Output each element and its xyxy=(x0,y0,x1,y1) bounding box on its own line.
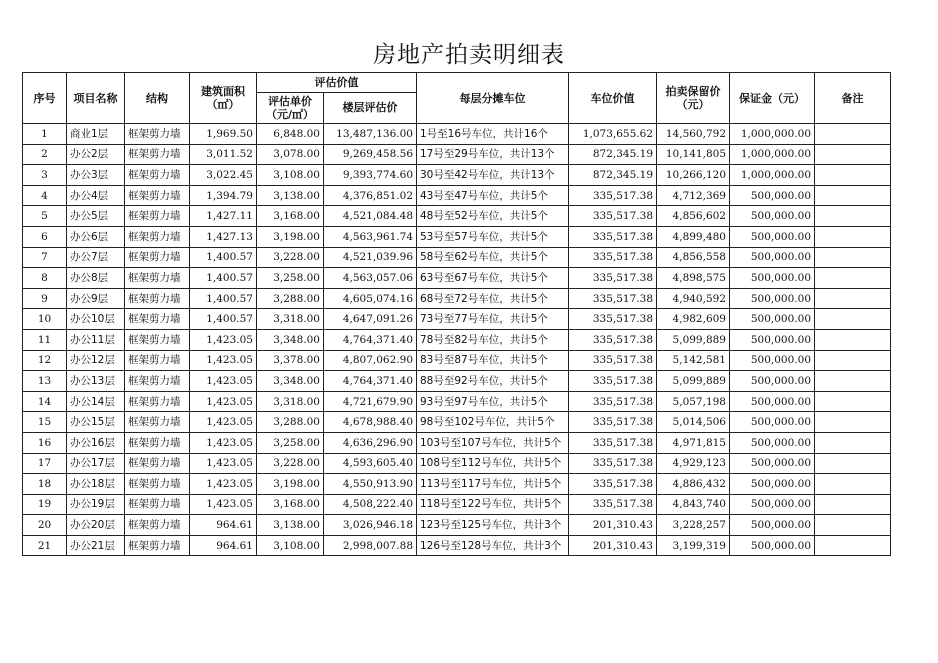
cell-index: 5 xyxy=(23,206,67,227)
cell-deposit: 1,000,000.00 xyxy=(730,165,815,186)
cell-structure: 框架剪力墙 xyxy=(125,247,190,268)
table-row xyxy=(23,309,891,330)
cell-floor-value: 4,563,961.74 xyxy=(324,226,417,247)
cell-floor-value: 4,647,091.26 xyxy=(324,309,417,330)
cell-project: 办公11层 xyxy=(67,329,125,350)
table-row xyxy=(23,412,891,433)
header-row xyxy=(23,73,891,93)
cell-index: 17 xyxy=(23,453,67,474)
cell-parking: 108号至112号车位，共计5个 xyxy=(417,453,569,474)
cell-unit-price: 3,138.00 xyxy=(257,185,324,206)
cell-floor-value: 3,026,946.18 xyxy=(324,515,417,536)
cell-remark xyxy=(815,432,891,453)
table-row xyxy=(23,226,891,247)
cell-parking-value: 872,345.19 xyxy=(569,165,657,186)
header-index: 序号 xyxy=(23,73,67,124)
cell-parking-value: 335,517.38 xyxy=(569,185,657,206)
cell-parking-value: 335,517.38 xyxy=(569,206,657,227)
cell-structure: 框架剪力墙 xyxy=(125,494,190,515)
cell-area: 1,423.05 xyxy=(190,329,257,350)
cell-parking-value: 872,345.19 xyxy=(569,144,657,165)
cell-reserve: 5,014,506 xyxy=(657,412,730,433)
cell-reserve: 4,982,609 xyxy=(657,309,730,330)
cell-unit-price: 3,228.00 xyxy=(257,247,324,268)
cell-project: 办公20层 xyxy=(67,515,125,536)
cell-unit-price: 3,318.00 xyxy=(257,391,324,412)
cell-parking: 68号至72号车位，共计5个 xyxy=(417,288,569,309)
cell-area: 3,011.52 xyxy=(190,144,257,165)
header-remark: 备注 xyxy=(815,73,891,124)
cell-structure: 框架剪力墙 xyxy=(125,309,190,330)
cell-parking-value: 201,310.43 xyxy=(569,535,657,556)
cell-deposit: 500,000.00 xyxy=(730,268,815,289)
cell-reserve: 3,199,319 xyxy=(657,535,730,556)
header-area xyxy=(190,73,257,124)
cell-reserve: 5,099,889 xyxy=(657,329,730,350)
cell-structure: 框架剪力墙 xyxy=(125,165,190,186)
cell-parking: 113号至117号车位，共计5个 xyxy=(417,474,569,495)
cell-floor-value: 4,764,371.40 xyxy=(324,371,417,392)
cell-structure: 框架剪力墙 xyxy=(125,453,190,474)
cell-project: 办公19层 xyxy=(67,494,125,515)
cell-index: 12 xyxy=(23,350,67,371)
cell-reserve: 4,856,558 xyxy=(657,247,730,268)
cell-reserve: 4,899,480 xyxy=(657,226,730,247)
cell-deposit: 500,000.00 xyxy=(730,412,815,433)
cell-structure: 框架剪力墙 xyxy=(125,412,190,433)
table-row xyxy=(23,329,891,350)
table-row xyxy=(23,144,891,165)
cell-parking-value: 335,517.38 xyxy=(569,453,657,474)
cell-floor-value: 4,563,057.06 xyxy=(324,268,417,289)
cell-parking: 73号至77号车位，共计5个 xyxy=(417,309,569,330)
cell-project: 办公5层 xyxy=(67,206,125,227)
cell-unit-price: 3,348.00 xyxy=(257,329,324,350)
cell-index: 19 xyxy=(23,494,67,515)
cell-index: 9 xyxy=(23,288,67,309)
cell-reserve: 4,843,740 xyxy=(657,494,730,515)
cell-floor-value: 13,487,136.00 xyxy=(324,124,417,145)
cell-structure: 框架剪力墙 xyxy=(125,535,190,556)
cell-project: 办公6层 xyxy=(67,226,125,247)
cell-area: 1,400.57 xyxy=(190,268,257,289)
cell-project: 办公9层 xyxy=(67,288,125,309)
cell-unit-price: 3,288.00 xyxy=(257,288,324,309)
table-row xyxy=(23,474,891,495)
cell-project: 商业1层 xyxy=(67,124,125,145)
cell-index: 14 xyxy=(23,391,67,412)
cell-remark xyxy=(815,288,891,309)
cell-remark xyxy=(815,453,891,474)
cell-reserve: 4,856,602 xyxy=(657,206,730,227)
cell-project: 办公10层 xyxy=(67,309,125,330)
cell-parking-value: 335,517.38 xyxy=(569,412,657,433)
cell-unit-price: 3,138.00 xyxy=(257,515,324,536)
cell-parking: 88号至92号车位，共计5个 xyxy=(417,371,569,392)
table-row xyxy=(23,515,891,536)
cell-index: 10 xyxy=(23,309,67,330)
cell-parking-value: 335,517.38 xyxy=(569,474,657,495)
cell-remark xyxy=(815,412,891,433)
cell-remark xyxy=(815,206,891,227)
cell-floor-value: 4,678,988.40 xyxy=(324,412,417,433)
cell-deposit: 1,000,000.00 xyxy=(730,124,815,145)
cell-area: 1,423.05 xyxy=(190,391,257,412)
cell-parking: 93号至97号车位，共计5个 xyxy=(417,391,569,412)
cell-structure: 框架剪力墙 xyxy=(125,329,190,350)
cell-unit-price: 3,108.00 xyxy=(257,165,324,186)
cell-index: 1 xyxy=(23,124,67,145)
cell-deposit: 500,000.00 xyxy=(730,453,815,474)
cell-project: 办公7层 xyxy=(67,247,125,268)
cell-structure: 框架剪力墙 xyxy=(125,474,190,495)
cell-deposit: 1,000,000.00 xyxy=(730,144,815,165)
cell-remark xyxy=(815,268,891,289)
header-reserve-unit: （元） xyxy=(676,98,710,111)
cell-structure: 框架剪力墙 xyxy=(125,226,190,247)
auction-detail-table xyxy=(22,72,891,556)
cell-reserve: 5,142,581 xyxy=(657,350,730,371)
cell-remark xyxy=(815,329,891,350)
cell-parking-value: 335,517.38 xyxy=(569,288,657,309)
cell-index: 11 xyxy=(23,329,67,350)
table-row xyxy=(23,350,891,371)
cell-unit-price: 3,198.00 xyxy=(257,226,324,247)
cell-deposit: 500,000.00 xyxy=(730,247,815,268)
cell-area: 964.61 xyxy=(190,535,257,556)
cell-structure: 框架剪力墙 xyxy=(125,185,190,206)
cell-remark xyxy=(815,144,891,165)
cell-remark xyxy=(815,474,891,495)
cell-parking: 43号至47号车位，共计5个 xyxy=(417,185,569,206)
header-structure: 结构 xyxy=(125,73,190,124)
cell-floor-value: 9,393,774.60 xyxy=(324,165,417,186)
cell-parking-value: 201,310.43 xyxy=(569,515,657,536)
cell-deposit: 500,000.00 xyxy=(730,226,815,247)
cell-unit-price: 3,378.00 xyxy=(257,350,324,371)
cell-unit-price: 3,318.00 xyxy=(257,309,324,330)
cell-parking: 17号至29号车位，共计13个 xyxy=(417,144,569,165)
cell-deposit: 500,000.00 xyxy=(730,474,815,495)
cell-reserve: 5,057,198 xyxy=(657,391,730,412)
cell-floor-value: 4,521,084.48 xyxy=(324,206,417,227)
table-body xyxy=(23,124,891,556)
cell-deposit: 500,000.00 xyxy=(730,185,815,206)
cell-reserve: 4,898,575 xyxy=(657,268,730,289)
cell-reserve: 5,099,889 xyxy=(657,371,730,392)
cell-unit-price: 3,228.00 xyxy=(257,453,324,474)
cell-parking: 30号至42号车位，共计13个 xyxy=(417,165,569,186)
cell-project: 办公15层 xyxy=(67,412,125,433)
cell-deposit: 500,000.00 xyxy=(730,391,815,412)
cell-remark xyxy=(815,515,891,536)
header-parking: 每层分摊车位 xyxy=(417,73,569,124)
cell-index: 7 xyxy=(23,247,67,268)
cell-parking-value: 335,517.38 xyxy=(569,268,657,289)
cell-parking-value: 335,517.38 xyxy=(569,494,657,515)
cell-index: 3 xyxy=(23,165,67,186)
cell-remark xyxy=(815,350,891,371)
cell-project: 办公13层 xyxy=(67,371,125,392)
cell-area: 1,423.05 xyxy=(190,494,257,515)
cell-structure: 框架剪力墙 xyxy=(125,268,190,289)
table-row xyxy=(23,391,891,412)
cell-unit-price: 3,078.00 xyxy=(257,144,324,165)
header-parking-value: 车位价值 xyxy=(569,73,657,124)
cell-index: 13 xyxy=(23,371,67,392)
cell-parking-value: 335,517.38 xyxy=(569,247,657,268)
cell-parking: 48号至52号车位，共计5个 xyxy=(417,206,569,227)
cell-index: 8 xyxy=(23,268,67,289)
header-unit-price-label: 评估单价 xyxy=(268,94,312,108)
cell-parking: 1号至16号车位，共计16个 xyxy=(417,124,569,145)
header-appraisal: 评估价值 xyxy=(257,73,417,93)
cell-floor-value: 4,807,062.90 xyxy=(324,350,417,371)
cell-floor-value: 4,550,913.90 xyxy=(324,474,417,495)
cell-project: 办公17层 xyxy=(67,453,125,474)
cell-deposit: 500,000.00 xyxy=(730,288,815,309)
cell-unit-price: 3,258.00 xyxy=(257,432,324,453)
cell-index: 4 xyxy=(23,185,67,206)
cell-structure: 框架剪力墙 xyxy=(125,515,190,536)
cell-deposit: 500,000.00 xyxy=(730,371,815,392)
cell-unit-price: 3,288.00 xyxy=(257,412,324,433)
cell-remark xyxy=(815,535,891,556)
cell-unit-price: 3,348.00 xyxy=(257,371,324,392)
cell-project: 办公3层 xyxy=(67,165,125,186)
table-row xyxy=(23,288,891,309)
cell-area: 1,400.57 xyxy=(190,288,257,309)
header-deposit: 保证金（元） xyxy=(730,73,815,124)
cell-area: 1,423.05 xyxy=(190,371,257,392)
header-floor-value: 楼层评估价 xyxy=(324,92,417,123)
table-row xyxy=(23,453,891,474)
cell-parking-value: 335,517.38 xyxy=(569,329,657,350)
cell-project: 办公16层 xyxy=(67,432,125,453)
cell-floor-value: 4,521,039.96 xyxy=(324,247,417,268)
cell-parking-value: 335,517.38 xyxy=(569,391,657,412)
cell-structure: 框架剪力墙 xyxy=(125,371,190,392)
cell-structure: 框架剪力墙 xyxy=(125,144,190,165)
cell-area: 1,423.05 xyxy=(190,412,257,433)
cell-remark xyxy=(815,185,891,206)
cell-remark xyxy=(815,391,891,412)
cell-reserve: 4,940,592 xyxy=(657,288,730,309)
cell-floor-value: 9,269,458.56 xyxy=(324,144,417,165)
cell-remark xyxy=(815,124,891,145)
header-reserve-label: 拍卖保留价 xyxy=(665,85,721,98)
cell-project: 办公18层 xyxy=(67,474,125,495)
cell-remark xyxy=(815,494,891,515)
cell-area: 964.61 xyxy=(190,515,257,536)
cell-index: 20 xyxy=(23,515,67,536)
table-row xyxy=(23,206,891,227)
cell-remark xyxy=(815,247,891,268)
cell-project: 办公2层 xyxy=(67,144,125,165)
cell-structure: 框架剪力墙 xyxy=(125,124,190,145)
cell-parking: 78号至82号车位，共计5个 xyxy=(417,329,569,350)
table-row xyxy=(23,165,891,186)
cell-area: 3,022.45 xyxy=(190,165,257,186)
header-unit-price-unit: （元/㎡） xyxy=(265,107,315,121)
cell-reserve: 4,886,432 xyxy=(657,474,730,495)
cell-area: 1,394.79 xyxy=(190,185,257,206)
cell-deposit: 500,000.00 xyxy=(730,206,815,227)
cell-deposit: 500,000.00 xyxy=(730,329,815,350)
cell-reserve: 4,929,123 xyxy=(657,453,730,474)
cell-project: 办公14层 xyxy=(67,391,125,412)
cell-floor-value: 4,721,679.90 xyxy=(324,391,417,412)
cell-index: 15 xyxy=(23,412,67,433)
cell-reserve: 4,971,815 xyxy=(657,432,730,453)
cell-parking-value: 335,517.38 xyxy=(569,350,657,371)
table-row xyxy=(23,494,891,515)
cell-floor-value: 4,605,074.16 xyxy=(324,288,417,309)
cell-parking-value: 335,517.38 xyxy=(569,309,657,330)
cell-structure: 框架剪力墙 xyxy=(125,391,190,412)
cell-floor-value: 4,376,851.02 xyxy=(324,185,417,206)
cell-floor-value: 4,636,296.90 xyxy=(324,432,417,453)
cell-index: 16 xyxy=(23,432,67,453)
cell-unit-price: 6,848.00 xyxy=(257,124,324,145)
cell-deposit: 500,000.00 xyxy=(730,535,815,556)
header-reserve xyxy=(657,73,730,124)
cell-reserve: 14,560,792 xyxy=(657,124,730,145)
cell-index: 6 xyxy=(23,226,67,247)
cell-floor-value: 2,998,007.88 xyxy=(324,535,417,556)
table-row xyxy=(23,432,891,453)
cell-floor-value: 4,764,371.40 xyxy=(324,329,417,350)
table-row xyxy=(23,185,891,206)
table-row xyxy=(23,124,891,145)
header-area-label: 建筑面积 xyxy=(201,85,245,98)
cell-unit-price: 3,258.00 xyxy=(257,268,324,289)
cell-index: 18 xyxy=(23,474,67,495)
cell-remark xyxy=(815,226,891,247)
cell-area: 1,423.05 xyxy=(190,474,257,495)
cell-structure: 框架剪力墙 xyxy=(125,350,190,371)
cell-reserve: 10,141,805 xyxy=(657,144,730,165)
header-unit-price xyxy=(257,92,324,123)
cell-deposit: 500,000.00 xyxy=(730,432,815,453)
cell-parking: 103号至107号车位，共计5个 xyxy=(417,432,569,453)
cell-project: 办公4层 xyxy=(67,185,125,206)
cell-structure: 框架剪力墙 xyxy=(125,288,190,309)
cell-area: 1,400.57 xyxy=(190,309,257,330)
cell-area: 1,423.05 xyxy=(190,453,257,474)
cell-reserve: 3,228,257 xyxy=(657,515,730,536)
cell-project: 办公12层 xyxy=(67,350,125,371)
cell-remark xyxy=(815,309,891,330)
cell-parking-value: 1,073,655.62 xyxy=(569,124,657,145)
cell-index: 21 xyxy=(23,535,67,556)
cell-structure: 框架剪力墙 xyxy=(125,206,190,227)
table-row xyxy=(23,268,891,289)
cell-remark xyxy=(815,371,891,392)
cell-parking-value: 335,517.38 xyxy=(569,371,657,392)
cell-reserve: 4,712,369 xyxy=(657,185,730,206)
cell-floor-value: 4,508,222.40 xyxy=(324,494,417,515)
cell-unit-price: 3,168.00 xyxy=(257,206,324,227)
cell-parking: 63号至67号车位，共计5个 xyxy=(417,268,569,289)
cell-deposit: 500,000.00 xyxy=(730,350,815,371)
cell-area: 1,427.11 xyxy=(190,206,257,227)
cell-area: 1,423.05 xyxy=(190,350,257,371)
cell-index: 2 xyxy=(23,144,67,165)
page-title: 房地产拍卖明细表 xyxy=(373,42,565,68)
cell-reserve: 10,266,120 xyxy=(657,165,730,186)
table-row xyxy=(23,247,891,268)
cell-area: 1,969.50 xyxy=(190,124,257,145)
cell-parking: 58号至62号车位，共计5个 xyxy=(417,247,569,268)
cell-parking: 118号至122号车位，共计5个 xyxy=(417,494,569,515)
cell-unit-price: 3,108.00 xyxy=(257,535,324,556)
cell-parking: 53号至57号车位，共计5个 xyxy=(417,226,569,247)
table-row xyxy=(23,535,891,556)
cell-parking: 126号至128号车位，共计3个 xyxy=(417,535,569,556)
cell-deposit: 500,000.00 xyxy=(730,309,815,330)
cell-parking: 98号至102号车位，共计5个 xyxy=(417,412,569,433)
header-area-unit: （㎡） xyxy=(206,98,240,111)
cell-unit-price: 3,168.00 xyxy=(257,494,324,515)
cell-structure: 框架剪力墙 xyxy=(125,432,190,453)
cell-deposit: 500,000.00 xyxy=(730,494,815,515)
cell-unit-price: 3,198.00 xyxy=(257,474,324,495)
table-row xyxy=(23,371,891,392)
cell-project: 办公8层 xyxy=(67,268,125,289)
cell-parking: 83号至87号车位，共计5个 xyxy=(417,350,569,371)
cell-floor-value: 4,593,605.40 xyxy=(324,453,417,474)
cell-project: 办公21层 xyxy=(67,535,125,556)
cell-parking: 123号至125号车位，共计3个 xyxy=(417,515,569,536)
header-project: 项目名称 xyxy=(67,73,125,124)
cell-remark xyxy=(815,165,891,186)
cell-deposit: 500,000.00 xyxy=(730,515,815,536)
cell-area: 1,423.05 xyxy=(190,432,257,453)
cell-area: 1,427.13 xyxy=(190,226,257,247)
cell-area: 1,400.57 xyxy=(190,247,257,268)
cell-parking-value: 335,517.38 xyxy=(569,432,657,453)
cell-parking-value: 335,517.38 xyxy=(569,226,657,247)
